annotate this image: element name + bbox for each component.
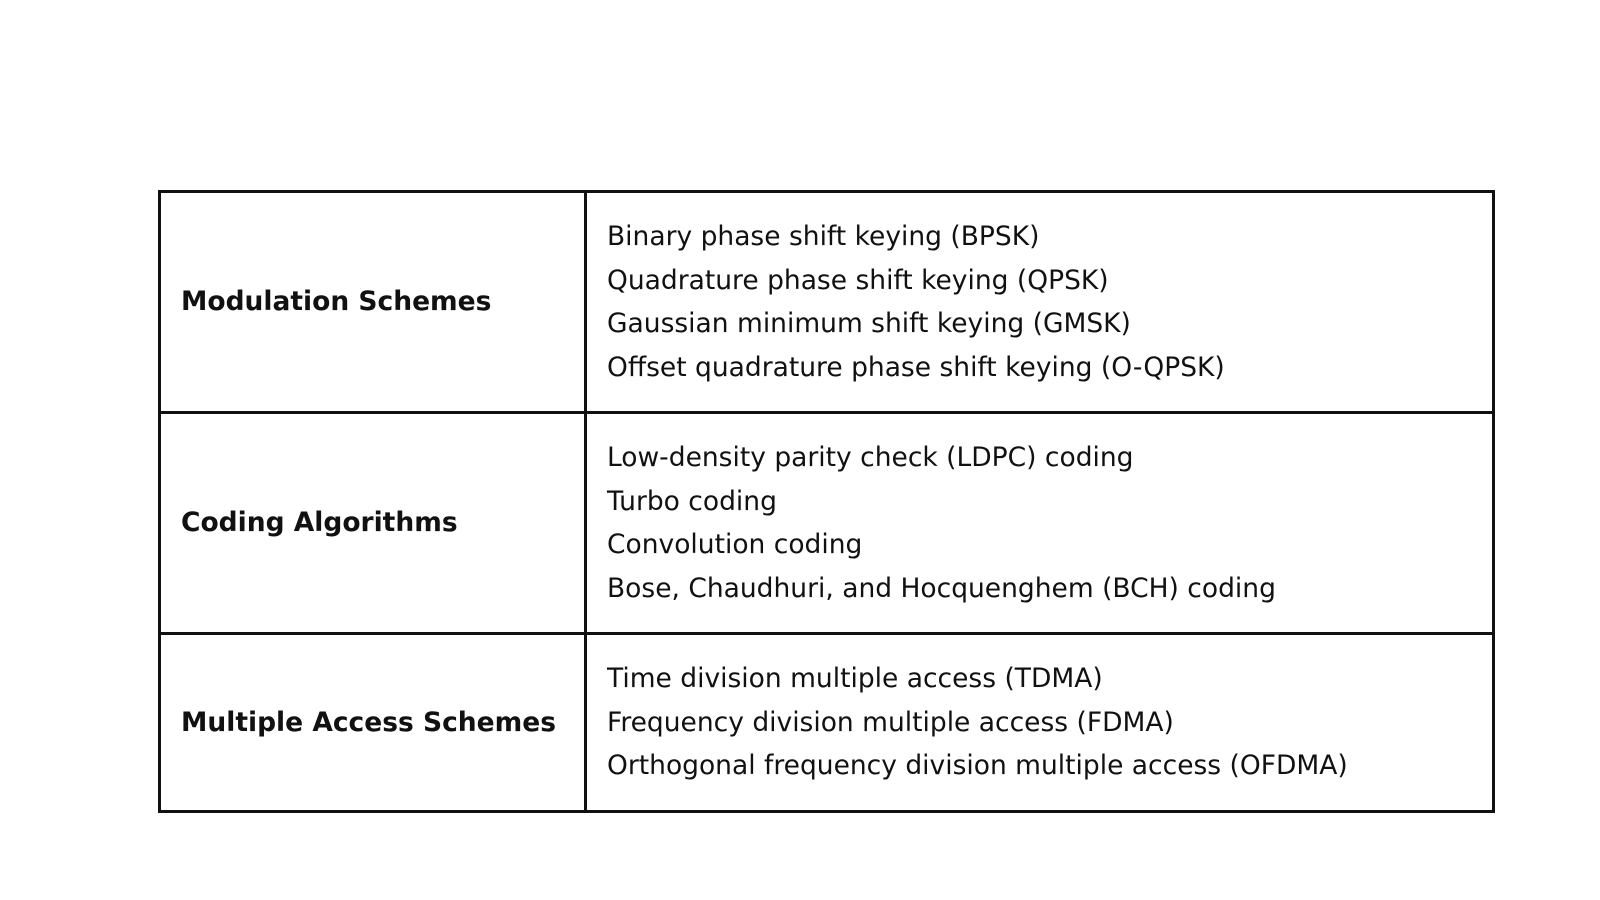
table-row-modulation [160, 192, 1494, 413]
list-item: Binary phase shift keying (BPSK) [607, 221, 1040, 252]
list-item: Offset quadrature phase shift keying (O-QPSK) [607, 351, 1225, 383]
items-cell [586, 413, 1494, 634]
category-label: Multiple Access Schemes [181, 706, 556, 738]
list-item: Low-density parity check (LDPC) coding [607, 442, 1134, 473]
items-cell [586, 192, 1494, 413]
list-item: Orthogonal frequency division multiple access (OFDMA) [607, 750, 1348, 782]
list-item: Time division multiple access (TDMA) [607, 663, 1103, 695]
category-cell [160, 192, 586, 413]
items-cell [586, 634, 1494, 812]
list-item: Quadrature phase shift keying (QPSK) [607, 264, 1109, 296]
list-item: Turbo coding [607, 485, 777, 517]
list-item: Gaussian minimum shift keying (GMSK) [607, 308, 1131, 339]
category-label: Coding Algorithms [181, 507, 458, 539]
category-cell [160, 634, 586, 812]
schemes-table [158, 190, 1495, 813]
table-row-coding [160, 413, 1494, 634]
table-row-multiple-access [160, 634, 1494, 812]
schemes-table-container [158, 190, 1495, 813]
list-item: Convolution coding [607, 529, 863, 560]
category-label: Modulation Schemes [181, 286, 492, 318]
list-item: Bose, Chaudhuri, and Hocquenghem (BCH) coding [607, 572, 1276, 604]
category-cell [160, 413, 586, 634]
list-item: Frequency division multiple access (FDMA) [607, 706, 1174, 738]
